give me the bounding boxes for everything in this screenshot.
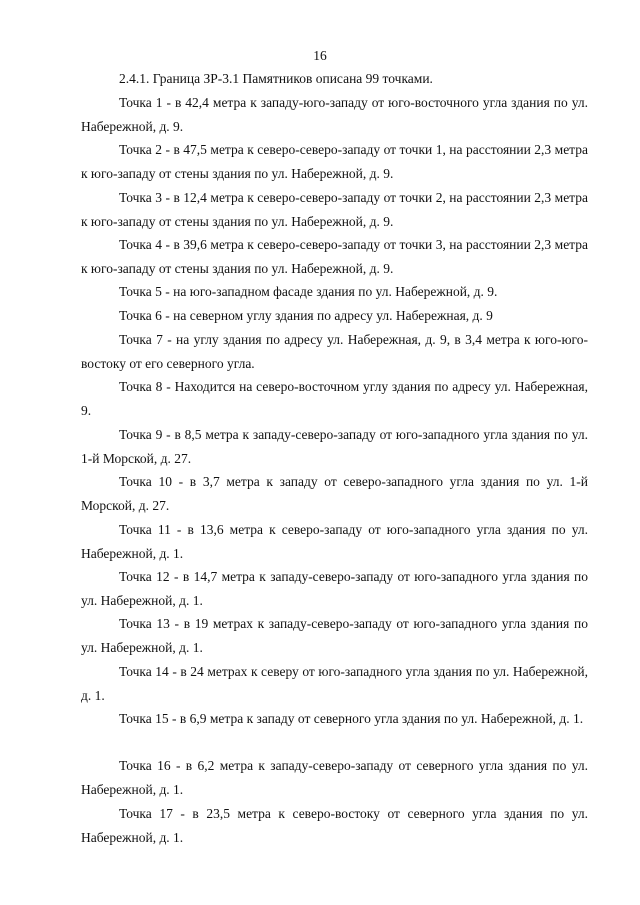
point-9: Точка 9 - в 8,5 метра к западу-северо-западу от юго-западного угла здания по ул. 1-й Морской, д. 27. — [81, 427, 588, 466]
point-17: Точка 17 - в 23,5 метра к северо-востоку от северного угла здания по ул. Набережной, д. 1. — [81, 806, 588, 845]
point-8: Точка 8 - Находится на северо-восточном углу здания по адресу ул. Набережная, 9. — [81, 379, 588, 418]
point-3: Точка 3 - в 12,4 метра к северо-северо-западу от точки 2, на расстоянии 2,3 метра к юго-западу от стены здания по ул. Набережной, д. 9. — [81, 190, 588, 229]
point-2: Точка 2 - в 47,5 метра к северо-северо-западу от точки 1, на расстоянии 2,3 метра к юго-западу от стены здания по ул. Набережной, д. 9. — [81, 142, 588, 181]
point-5: Точка 5 - на юго-западном фасаде здания по ул. Набережной, д. 9. — [119, 284, 498, 299]
point-11: Точка 11 - в 13,6 метра к северо-западу от юго-западного угла здания по ул. Набережной, д. 1. — [81, 522, 588, 561]
point-14: Точка 14 - в 24 метрах к северу от юго-западного угла здания по ул. Набережной, д. 1. — [81, 664, 588, 703]
point-10: Точка 10 - в 3,7 метра к западу от северо-западного угла здания по ул. 1-й Морской, д. 27. — [81, 474, 588, 513]
point-1: Точка 1 - в 42,4 метра к западу-юго-западу от юго-восточного угла здания по ул. Набережной, д. 9. — [81, 95, 588, 134]
page-number: 16 — [313, 48, 327, 63]
point-15: Точка 15 - в 6,9 метра к западу от северного угла здания по ул. Набережной, д. 1. — [119, 711, 584, 726]
point-6: Точка 6 - на северном углу здания по адресу ул. Набережная, д. 9 — [119, 308, 493, 323]
point-4: Точка 4 - в 39,6 метра к северо-северо-западу от точки 3, на расстоянии 2,3 метра к юго-западу от стены здания по ул. Набережной, д. 9. — [81, 237, 588, 276]
point-7: Точка 7 - на углу здания по адресу ул. Набережная, д. 9, в 3,4 метра к юго-юго-востоку от его северного угла. — [81, 332, 588, 371]
point-16: Точка 16 - в 6,2 метра к западу-северо-западу от северного угла здания по ул. Набережной, д. 1. — [81, 758, 588, 797]
section-heading: 2.4.1. Граница ЗР-3.1 Памятников описана 99 точками. — [119, 71, 433, 86]
point-12: Точка 12 - в 14,7 метра к западу-северо-западу от юго-западного угла здания по ул. Набережной, д. 1. — [81, 569, 588, 608]
point-13: Точка 13 - в 19 метрах к западу-северо-западу от юго-западного угла здания по ул. Набережной, д. 1. — [81, 616, 588, 655]
